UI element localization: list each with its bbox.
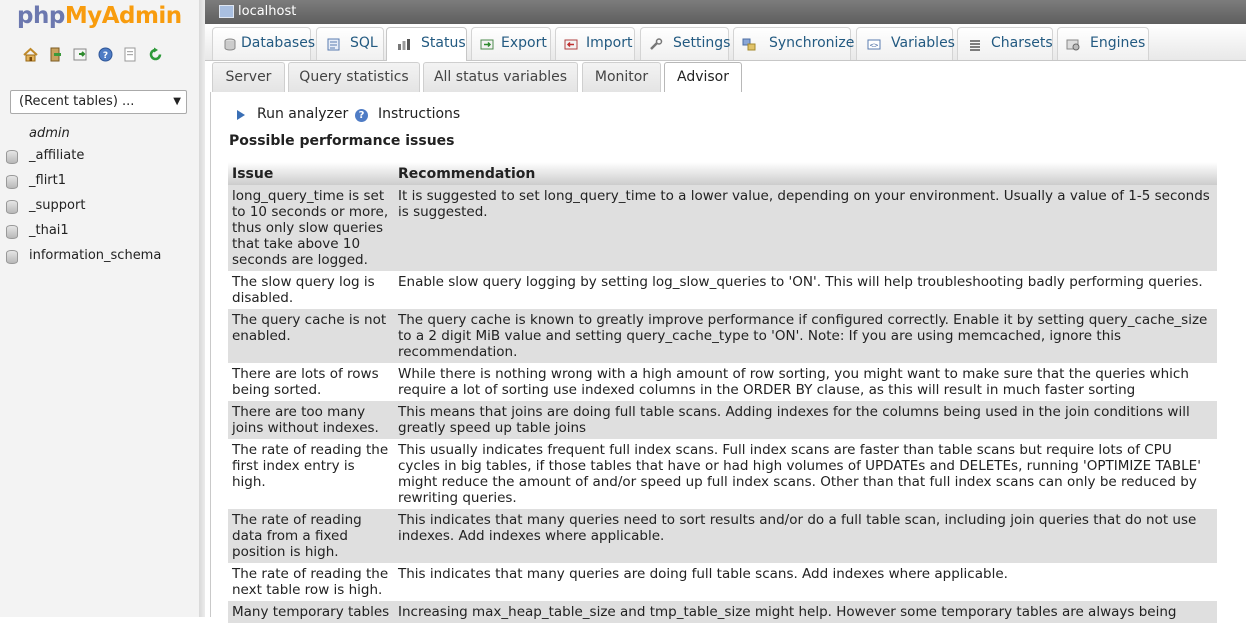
recommendation-column-header: Recommendation	[394, 162, 1217, 185]
subtab-monitor[interactable]: Monitor	[582, 62, 661, 92]
database-item[interactable]	[0, 168, 199, 193]
database-name: _flirt1	[29, 173, 67, 188]
logo-myadmin-text: MyAdmin	[64, 3, 182, 29]
issue-cell: There are too many joins without indexes.	[228, 401, 394, 439]
tab-label: Engines	[1090, 35, 1146, 51]
tab-charsets[interactable]	[957, 27, 1053, 60]
subtab-server[interactable]: Server	[212, 62, 285, 92]
database-item[interactable]	[0, 193, 199, 218]
tab-label: Charsets	[991, 35, 1053, 51]
quick-icons-bar	[22, 46, 164, 66]
play-icon	[237, 110, 245, 120]
tab-label: Status	[421, 35, 466, 51]
docs-icon[interactable]	[97, 46, 114, 63]
database-item[interactable]	[0, 218, 199, 243]
recommendation-cell: This indicates that many queries need to sort results and/or do a full table scan, including join queries that do not use indexes. Add indexes where applicable.	[394, 509, 1217, 563]
database-name: _thai1	[29, 223, 69, 238]
server-link[interactable]: localhost	[238, 4, 297, 19]
tab-import[interactable]	[555, 27, 635, 60]
tab-export[interactable]	[471, 27, 551, 60]
recommendation-cell: Increasing max_heap_table_size and tmp_table_size might help. However some temporary tables are always being	[394, 601, 1217, 623]
tab-sql[interactable]	[316, 27, 384, 60]
issue-cell: The query cache is not enabled.	[228, 309, 394, 363]
issue-cell: The slow query log is disabled.	[228, 271, 394, 309]
home-icon[interactable]	[22, 46, 39, 63]
top-menu	[205, 24, 1246, 61]
logout-icon[interactable]	[47, 46, 64, 63]
tab-label: Import	[586, 35, 633, 51]
tab-label: Synchronize	[769, 35, 855, 51]
recommendation-cell: This usually indicates frequent full index scans. Full index scans are faster than table scans but require lots of CPU cycles in big tables, if those tables that have or had high volumes of UPDATEs and DELETEs, running 'OPTIMIZE TABLE' might reduce the amount of and/or speed up full index scans. Other than that full index scans can only be reduced by rewriting queries.	[394, 439, 1217, 509]
issue-cell: The rate of reading the next table row is high.	[228, 563, 394, 601]
tab-databases[interactable]	[212, 27, 316, 60]
logo-php-text: php	[17, 3, 65, 29]
tab-label: Export	[501, 35, 547, 51]
database-name: _support	[29, 198, 86, 213]
database-item[interactable]	[0, 243, 199, 268]
subtab-advisor[interactable]: Advisor	[664, 62, 742, 93]
reload-icon[interactable]	[147, 46, 164, 63]
tab-status[interactable]	[386, 27, 467, 61]
status-icon	[397, 38, 411, 51]
server-icon	[219, 5, 234, 18]
recent-tables-select[interactable]	[10, 90, 187, 114]
subtab-query-statistics[interactable]: Query statistics	[288, 62, 420, 92]
table-row	[228, 439, 1217, 509]
database-name: information_schema	[29, 248, 162, 263]
sql-docs-icon[interactable]	[122, 46, 139, 63]
issue-cell: The rate of reading the first index entry is high.	[228, 439, 394, 509]
table-row	[228, 563, 1217, 601]
table-row	[228, 401, 1217, 439]
tab-label: Settings	[673, 35, 731, 51]
recommendation-cell: Enable slow query logging by setting log_slow_queries to 'ON'. This will help troubleshooting badly performing queries.	[394, 271, 1217, 309]
issue-cell: long_query_time is set to 10 seconds or more, thus only slow queries that take above 10 seconds are logged.	[228, 185, 394, 271]
recommendation-cell: While there is nothing wrong with a high amount of row sorting, you might want to make sure that the queries which require a lot of sorting use indexed columns in the ORDER BY clause, as this will result in much faster sorting	[394, 363, 1217, 401]
db-tree-root[interactable]: admin	[29, 126, 70, 141]
database-icon	[6, 200, 18, 214]
database-name: _affiliate	[29, 148, 85, 163]
database-icon	[6, 250, 18, 264]
subtab-all-status-variables[interactable]: All status variables	[423, 62, 578, 92]
status-subtabs	[210, 60, 1246, 93]
sidebar-resize-handle[interactable]	[199, 0, 205, 617]
database-icon	[6, 225, 18, 239]
svg-text:?: ?	[102, 51, 109, 61]
engines-icon	[1066, 38, 1080, 51]
table-header-row	[228, 162, 1217, 185]
table-row	[228, 185, 1217, 271]
run-analyzer-link[interactable]: Run analyzer	[257, 106, 349, 122]
recommendation-cell: It is suggested to set long_query_time to a lower value, depending on your environment. Usually a value of 1-5 seconds is suggested.	[394, 185, 1217, 271]
table-row	[228, 601, 1217, 623]
query-window-icon[interactable]	[72, 46, 89, 63]
tab-label: Variables	[891, 35, 955, 51]
synchronize-icon	[742, 38, 756, 51]
issue-cell: Many temporary tables	[228, 601, 394, 623]
recommendation-cell: This indicates that many queries are doing full table scans. Add indexes where applicable.	[394, 563, 1217, 601]
table-row	[228, 271, 1217, 309]
recommendation-cell: This means that joins are doing full table scans. Adding indexes for the columns being used in the join conditions will greatly speed up table joins	[394, 401, 1217, 439]
tab-settings[interactable]	[640, 27, 729, 60]
charsets-icon	[968, 38, 982, 51]
issue-cell: There are lots of rows being sorted.	[228, 363, 394, 401]
table-row	[228, 309, 1217, 363]
database-tree	[0, 124, 199, 268]
variables-icon	[867, 38, 881, 51]
performance-issues-table	[228, 162, 1217, 623]
sql-icon	[327, 38, 341, 51]
table-row	[228, 363, 1217, 401]
database-icon	[6, 175, 18, 189]
advisor-panel	[210, 92, 1246, 620]
tab-variables[interactable]	[856, 27, 953, 60]
database-icon	[223, 38, 237, 51]
section-title: Possible performance issues	[229, 133, 455, 149]
tab-label: Databases	[241, 35, 316, 51]
issue-column-header: Issue	[228, 162, 394, 185]
database-icon	[6, 150, 18, 164]
export-icon	[480, 38, 494, 51]
import-icon	[564, 38, 578, 51]
recent-tables-value: (Recent tables) ...	[19, 94, 135, 109]
tab-synchronize[interactable]	[733, 27, 855, 60]
help-icon: ?	[355, 109, 368, 122]
table-row	[228, 509, 1217, 563]
tab-label: SQL	[350, 35, 378, 51]
navigation-sidebar	[0, 0, 200, 617]
chevron-down-icon: ▼	[173, 96, 181, 107]
phpmyadmin-logo[interactable]	[17, 3, 182, 29]
server-breadcrumb	[205, 0, 1246, 24]
recommendation-cell: The query cache is known to greatly improve performance if configured correctly. Enable it by setting query_cache_size to a 2 digit MiB value and setting query_cache_type to 'ON'. Note: If you are using memcached, ignore this recommendation.	[394, 309, 1217, 363]
settings-icon	[649, 38, 663, 51]
database-item[interactable]	[0, 143, 199, 168]
svg-text:<>: <>	[869, 41, 879, 50]
issue-cell: The rate of reading data from a fixed position is high.	[228, 509, 394, 563]
instructions-link[interactable]: Instructions	[378, 106, 461, 122]
tab-engines[interactable]	[1057, 27, 1149, 60]
